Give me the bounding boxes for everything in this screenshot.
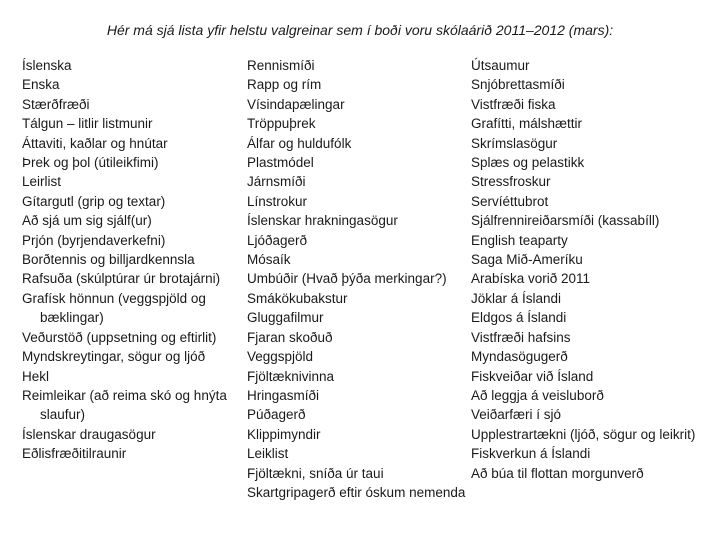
- course-item: Reimleikar (að reima skó og hnýta slaufur): [22, 387, 227, 423]
- course-item: Íslenska: [22, 58, 72, 73]
- course-item: Íslenskar draugasögur: [22, 426, 156, 442]
- course-item: Eldgos á Íslandi: [471, 310, 567, 326]
- course-item: Saga Mið-Ameríku: [471, 252, 583, 268]
- course-item: Línstrokur: [247, 193, 308, 209]
- course-item: Mósaík: [247, 252, 291, 268]
- course-item: Snjóbrettasmíði: [471, 77, 565, 93]
- course-item: Áttaviti, kaðlar og hnútar: [22, 135, 168, 151]
- course-item: Fjöltæknivinna: [247, 368, 335, 384]
- course-item: Gluggafilmur: [247, 310, 324, 326]
- course-item: Álfar og huldufólk: [247, 135, 352, 151]
- course-item: Fiskverkun á Íslandi: [471, 446, 591, 462]
- course-item: Leirlist: [22, 174, 62, 190]
- course-item: Grafítti, málshættir: [471, 116, 583, 132]
- course-item: Leiklist: [247, 446, 289, 462]
- course-item: Enska: [22, 77, 60, 93]
- course-item: Arabíska vorið 2011: [471, 271, 591, 287]
- course-item: Upplestrartækni (ljóð, sögur og leikrit): [471, 426, 696, 442]
- course-column-2: [247, 56, 469, 502]
- course-item: Skrímslasögur: [471, 135, 558, 151]
- course-item: Hekl: [22, 368, 50, 384]
- course-item: Að leggja á veisluborð: [471, 387, 604, 403]
- course-item: Vistfræði fiska: [471, 96, 556, 112]
- course-item: Rafsuða (skúlptúrar úr brotajárni): [22, 271, 221, 287]
- course-item: Fjöltækni, sníða úr taui: [247, 465, 384, 481]
- course-item: Splæs og pelastikk: [471, 155, 585, 171]
- course-item: Jöklar á Íslandi: [471, 290, 562, 306]
- course-item: Klippimyndir: [247, 426, 321, 442]
- page-heading: Hér má sjá lista yfir helstu valgreinar sem í boði voru skólaárið 2011–2012 (mars):: [106, 22, 614, 38]
- course-column-3: [471, 56, 711, 483]
- course-item: Grafísk hönnun (veggspjöld og bæklingar): [22, 290, 206, 326]
- course-item: Borðtennis og billjardkennsla: [22, 252, 195, 268]
- course-item: Íslenskar hrakningasögur: [247, 213, 398, 229]
- course-item: Tálgun – litlir listmunir: [22, 116, 153, 132]
- course-item: Smákökubakstur: [247, 290, 348, 306]
- course-item: Þrek og þol (útileikfimi): [22, 155, 159, 171]
- course-item: Útsaumur: [471, 58, 530, 73]
- course-item: Stærðfræði: [22, 96, 90, 112]
- course-item: Járnsmíði: [247, 174, 306, 190]
- course-item: Að búa til flottan morgunverð: [471, 465, 644, 481]
- course-item: Hringasmíði: [247, 387, 320, 403]
- course-item: Ljóðagerð: [247, 232, 308, 248]
- course-item: Skartgripagerð eftir óskum nemenda: [247, 484, 466, 500]
- course-item: Veiðarfæri í sjó: [471, 407, 562, 423]
- course-item: Vísindapælingar: [247, 96, 345, 112]
- course-item: Sjálfrennireiðarsmíði (kassabíll): [471, 213, 660, 229]
- course-item: Fjaran skoðuð: [247, 329, 333, 345]
- course-item: Umbúðir (Hvað þýða merkingar?): [247, 271, 447, 287]
- course-item: English teaparty: [471, 232, 568, 248]
- course-item: Myndskreytingar, sögur og ljóð: [22, 349, 206, 365]
- course-item: Veggspjöld: [247, 349, 314, 365]
- course-item: Vistfræði hafsins: [471, 329, 571, 345]
- course-item: Stressfroskur: [471, 174, 551, 190]
- course-item: Prjón (byrjendaverkefni): [22, 232, 166, 248]
- course-item: Rapp og rím: [247, 77, 322, 93]
- course-item: Gítargutl (grip og textar): [22, 193, 166, 209]
- course-item: Tröppuþrek: [247, 116, 316, 132]
- course-column-1: [22, 56, 242, 464]
- course-item: Púðagerð: [247, 407, 306, 423]
- course-item: Að sjá um sig sjálf(ur): [22, 213, 152, 229]
- course-item: Veðurstöð (uppsetning og eftirlit): [22, 329, 217, 345]
- course-item: Rennismíði: [247, 58, 315, 73]
- course-item: Myndasögugerð: [471, 349, 568, 365]
- course-item: Eðlisfræðitilraunir: [22, 446, 127, 462]
- course-item: Fiskveiðar við Ísland: [471, 368, 594, 384]
- course-item: Servíéttubrot: [471, 193, 549, 209]
- course-item: Plastmódel: [247, 155, 314, 171]
